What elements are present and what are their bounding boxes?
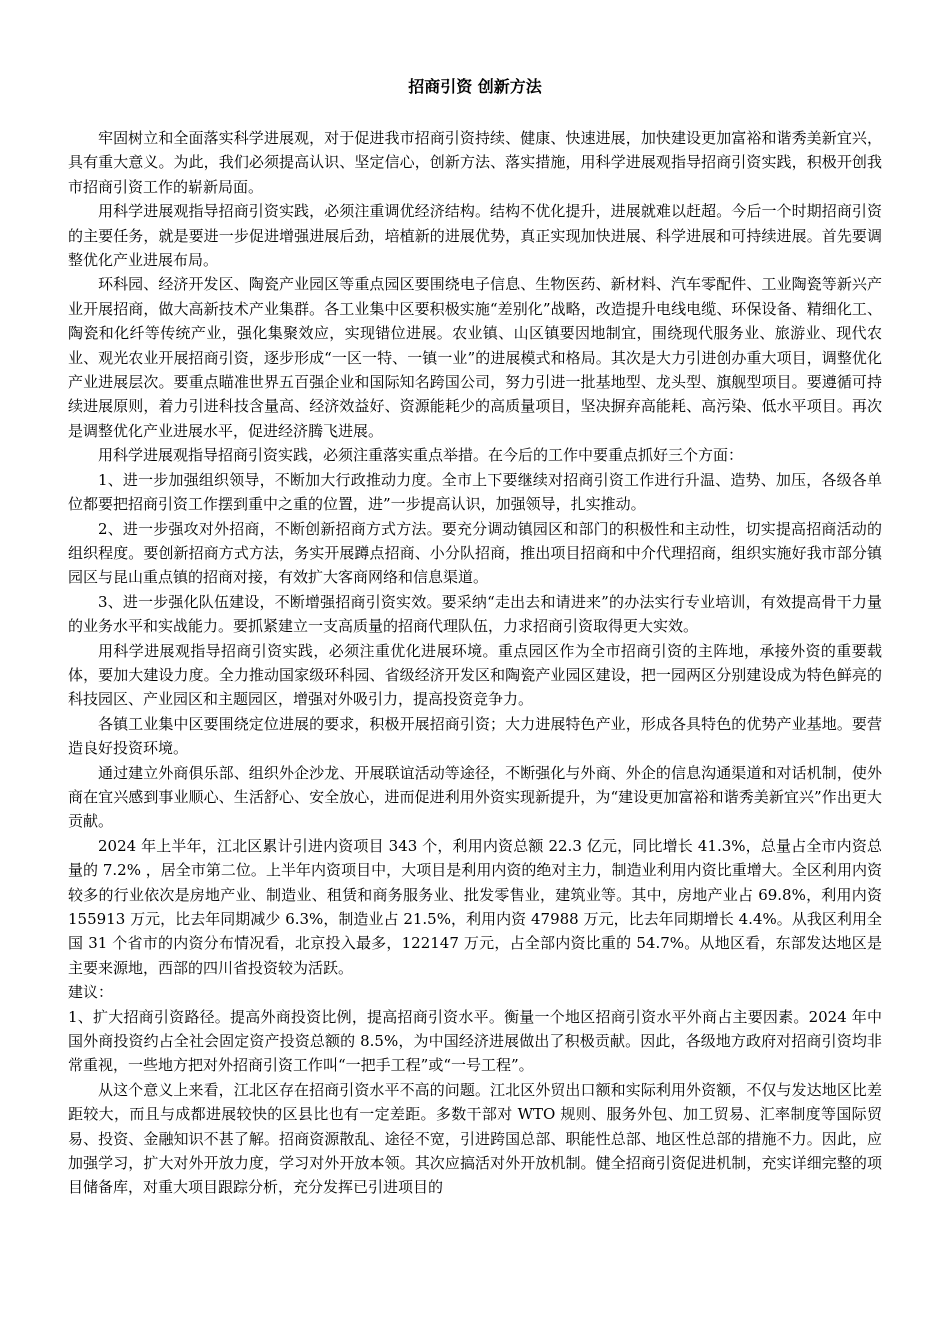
paragraph: 3、进一步强化队伍建设，不断增强招商引资实效。要采纳“走出去和请进来”的办法实行专业培训，有效提高骨干力量的业务水平和实战能力。要抓紧建立一支高质量的招商代理队伍，力求招商引资取得更大实效。: [68, 592, 882, 636]
paragraph: 1、扩大招商引资路径。提高外商投资比例，提高招商引资水平。衡量一个地区招商引资水平外商占主要因素。2024 年中国外商投资约占全社会固定资产投资总额的 8.5%，为中国经济进展做出了积极贡献。因此，各级地方政府对招商引资均非常重视，一些地方把对外招商引资工作叫“一把手工程”或“一号工程”。: [68, 1007, 882, 1075]
document-body: [68, 126, 882, 1200]
paragraph: 2024 年上半年，江北区累计引进内资项目 343 个，利用内资总额 22.3 亿元，同比增长 41.3%，总量占全市内资总量的 7.2% ，居全市第二位。上半年内资项目中，大项目是利用内资的绝对主力，制造业利用内资比重增大。全区利用内资较多的行业依次是房地产业、制造业、租赁和商务服务业、批发零售业，建筑业等。其中，房地产业占 69.8%，利用内资 155913 万元，比去年同期减少 6.3%，制造业占 21.5%，利用内资 47988 万元，比去年同期增长 4.4%。从我区利用全国 31 个省市的内资分布情况看，北京投入最多，122147 万元，占全部内资比重的 54.7%。从地区看，东部发达地区是主要来源地，西部的四川省投资较为活跃。: [68, 836, 882, 977]
paragraph: 通过建立外商俱乐部、组织外企沙龙、开展联谊活动等途径，不断强化与外商、外企的信息沟通渠道和对话机制，使外商在宜兴感到事业顺心、生活舒心、安全放心，进而促进利用外资实现新提升，为“建设更加富裕和谐秀美新宜兴”作出更大贡献。: [68, 763, 882, 831]
paragraph: 从这个意义上来看，江北区存在招商引资水平不高的问题。江北区外贸出口额和实际利用外资额，不仅与发达地区比差距较大，而且与成都进展较快的区县比也有一定差距。多数干部对 WTO 规则、服务外包、加工贸易、汇率制度等国际贸易、投资、金融知识不甚了解。招商资源散乱、途径不宽，引进跨国总部、职能性总部、地区性总部的措施不力。因此，应加强学习，扩大对外开放力度，学习对外开放本领。其次应搞活对外开放机制。健全招商引资促进机制，充实详细完整的项目储备库，对重大项目跟踪分析，充分发挥已引进项目的: [68, 1080, 882, 1197]
paragraph: 各镇工业集中区要围绕定位进展的要求，积极开展招商引资；大力进展特色产业，形成各具特色的优势产业基地。要营造良好投资环境。: [68, 714, 882, 758]
paragraph: 用科学进展观指导招商引资实践，必须注重调优经济结构。结构不优化提升，进展就难以赶超。今后一个时期招商引资的主要任务，就是要进一步促进增强进展后劲，培植新的进展优势，真正实现加快进展、科学进展和可持续进展。首先要调整优化产业进展布局。: [68, 202, 882, 270]
paragraph: 用科学进展观指导招商引资实践，必须注重落实重点举措。在今后的工作中要重点抓好三个方面：: [98, 446, 744, 465]
paragraph: 环科园、经济开发区、陶瓷产业园区等重点园区要围绕电子信息、生物医药、新材料、汽车零配件、工业陶瓷等新兴产业开展招商，做大高新技术产业集群。各工业集中区要积极实施“差别化”战略，改造提升电线电缆、环保设备、精细化工、陶瓷和化纤等传统产业，强化集聚效应，实现错位进展。农业镇、山区镇要因地制宜，围绕现代服务业、旅游业、现代农业、观光农业开展招商引资，逐步形成“一区一特、一镇一业”的进展模式和格局。其次是大力引进创办重大项目，调整优化产业进展层次。要重点瞄准世界五百强企业和国际知名跨国公司，努力引进一批基地型、龙头型、旗舰型项目。要遵循可持续进展原则，着力引进科技含量高、经济效益好、资源能耗少的高质量项目，坚决摒弃高能耗、高污染、低水平项目。再次是调整优化产业进展水平，促进经济腾飞进展。: [68, 275, 882, 440]
paragraph: 牢固树立和全面落实科学进展观，对于促进我市招商引资持续、健康、快速进展，加快建设更加富裕和谐秀美新宜兴，具有重大意义。为此，我们必须提高认识、坚定信心，创新方法、落实措施，用科学进展观指导招商引资实践，积极开创我市招商引资工作的崭新局面。: [68, 129, 882, 196]
paragraph: 1、进一步加强组织领导，不断加大行政推动力度。全市上下要继续对招商引资工作进行升温、造势、加压，各级各单位都要把招商引资工作摆到重中之重的位置，进”一步提高认识，加强领导，扎实推动。: [68, 470, 882, 514]
paragraph: 建议：: [68, 983, 114, 1002]
document-title: 招商引资 创新方法: [408, 77, 542, 96]
paragraph: 2、进一步强攻对外招商，不断创新招商方式方法。要充分调动镇园区和部门的积极性和主动性，切实提高招商活动的组织程度。要创新招商方式方法，务实开展蹲点招商、小分队招商，推出项目招商和中介代理招商，组织实施好我市部分镇园区与昆山重点镇的招商对接，有效扩大客商网络和信息渠道。: [68, 519, 882, 587]
paragraph: 用科学进展观指导招商引资实践，必须注重优化进展环境。重点园区作为全市招商引资的主阵地，承接外资的重要载体，要加大建设力度。全力推动国家级环科园、省级经济开发区和陶瓷产业园区建设，把一园两区分别建设成为特色鲜亮的科技园区、产业园区和主题园区，增强对外吸引力，提高投资竞争力。: [68, 641, 882, 709]
